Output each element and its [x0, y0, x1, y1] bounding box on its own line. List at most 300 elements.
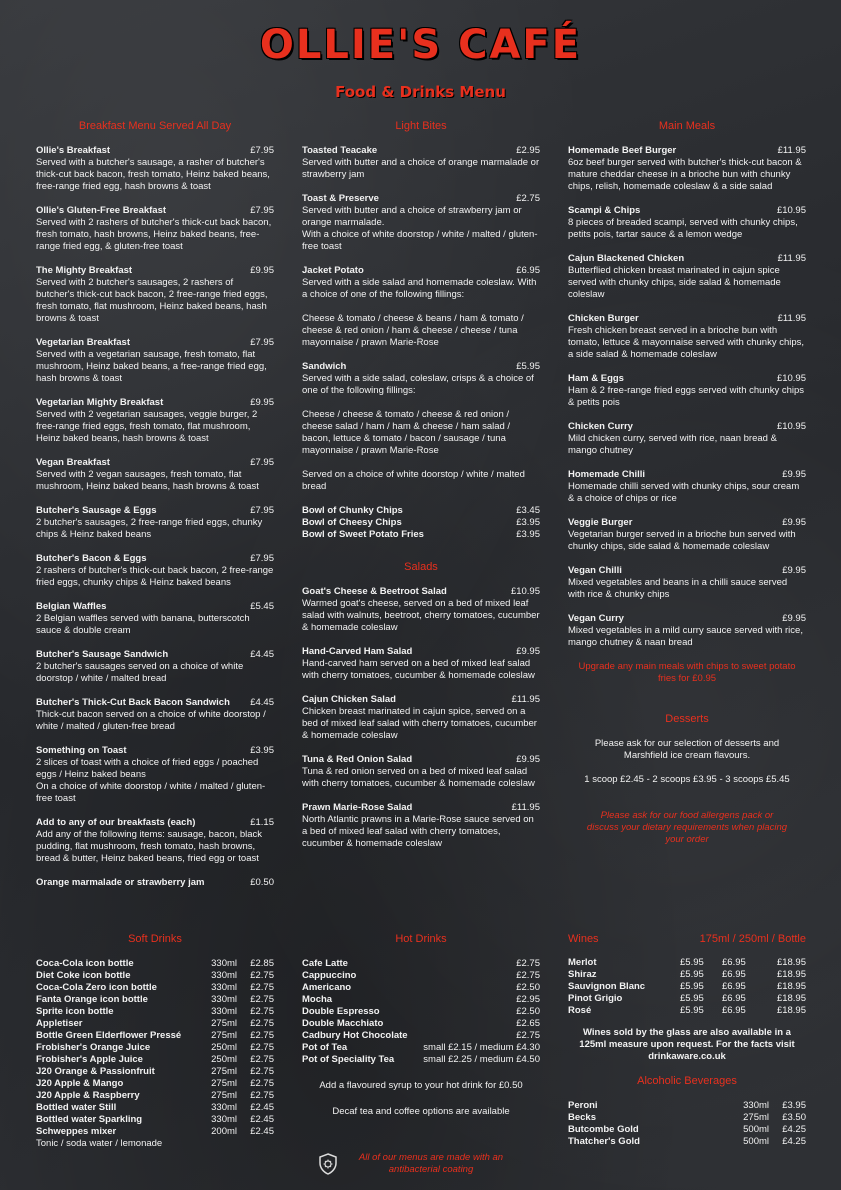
menu-item — [568, 205, 806, 241]
menu-item-name: Chicken Curry — [568, 421, 633, 432]
drink-size: 250ml — [211, 1042, 237, 1053]
alcoholic-row — [568, 1136, 806, 1148]
menu-item-header — [302, 802, 540, 814]
hot-drink-row — [302, 1006, 540, 1018]
menu-item-header — [302, 694, 540, 706]
soft-drinks-column — [36, 933, 274, 1150]
menu-item-header — [568, 565, 806, 577]
drink-price: £2.45 — [250, 1114, 274, 1125]
menu-item-price: £11.95 — [777, 145, 806, 156]
drink-size: 330ml — [211, 958, 237, 969]
desserts-title: Desserts — [665, 713, 709, 725]
menu-item-name: Tuna & Red Onion Salad — [302, 754, 413, 765]
side-item — [302, 505, 540, 517]
wines-column — [568, 933, 806, 1148]
menu-item-desc: Served with 2 vegetarian sausages, veggie burger, 2 free-range fried eggs, fresh tomato, flat mushroom, Heinz baked beans, hash browns & toast — [36, 409, 258, 444]
drink-price: £4.25 — [782, 1124, 806, 1135]
menu-item-header — [568, 421, 806, 433]
menu-item-header — [36, 601, 274, 613]
drink-name: Becks — [568, 1112, 596, 1123]
drink-size: 330ml — [743, 1100, 769, 1111]
menu-item-price: £10.95 — [776, 373, 806, 384]
drink-name: Coca-Cola icon bottle — [36, 958, 134, 969]
drink-size: 330ml — [211, 1006, 237, 1017]
drink-name: Mocha — [302, 994, 333, 1005]
wine-price-250: £6.95 — [722, 981, 746, 992]
menu-item-header — [568, 205, 806, 217]
menu-item-name: Vegetarian Breakfast — [36, 337, 130, 348]
wine-price-175: £5.95 — [680, 957, 704, 968]
soft-drinks-title: Soft Drinks — [128, 933, 182, 945]
menu-item-name: Ollie's Gluten-Free Breakfast — [36, 205, 167, 216]
menu-item-header — [302, 193, 540, 205]
wine-price-175: £5.95 — [680, 981, 704, 992]
menu-item-name: Something on Toast — [36, 745, 127, 756]
mixer-note: Tonic / soda water / lemonade — [36, 1138, 163, 1149]
drink-name: Bottled water Still — [36, 1102, 117, 1113]
drink-price: £2.45 — [250, 1102, 274, 1113]
drink-name: Cafe Latte — [302, 958, 348, 969]
menu-item — [36, 457, 274, 493]
menu-item-header — [36, 337, 274, 349]
wine-price-250: £6.95 — [722, 969, 746, 980]
wine-price-175: £5.95 — [680, 969, 704, 980]
hot-drink-row — [302, 982, 540, 994]
drink-name: Frobisher's Apple Juice — [36, 1054, 143, 1065]
menu-item-desc: Warmed goat's cheese, served on a bed of mixed leaf salad with walnuts, beetroot, cherry tomatoes, cucumber & homemade coleslaw — [302, 598, 540, 633]
drink-size: 330ml — [211, 994, 237, 1005]
menu-item-desc: North Atlantic prawns in a Marie-Rose sauce served on a bed of mixed leaf salad with cherry tomatoes, cucumber & homemade coleslaw — [302, 814, 534, 849]
menu-item-name: Goat's Cheese & Beetroot Salad — [302, 586, 447, 597]
desserts-text: Please ask for our selection of desserts and Marshfield ice cream flavours. — [594, 738, 780, 761]
soft-drinks-list — [36, 958, 274, 1138]
menu-item — [36, 649, 274, 685]
drink-price: £2.75 — [250, 1078, 274, 1089]
menu-item-desc: 2 rashers of butcher's thick-cut back bacon, 2 free-range fried eggs, chunky chips & Heinz baked beans — [36, 565, 274, 588]
light-bites-list — [302, 145, 540, 493]
menu-item — [36, 205, 274, 253]
wine-name: Merlot — [568, 957, 597, 968]
syrup-note: Add a flavoured syrup to your hot drink for £0.50 — [319, 1080, 523, 1091]
menu-item — [302, 361, 540, 493]
menu-item-price: £3.95 — [250, 745, 274, 756]
drink-name: Butcombe Gold — [568, 1124, 639, 1135]
drink-price: £2.75 — [250, 1066, 274, 1077]
menu-item-price: £5.95 — [516, 361, 540, 372]
drink-price: £2.75 — [250, 1090, 274, 1101]
menu-item-header — [302, 145, 540, 157]
hot-drink-row — [302, 970, 540, 982]
drink-size: 275ml — [211, 1030, 237, 1041]
menu-item-desc: Served with a butcher's sausage, a rasher of butcher's thick-cut back bacon, fresh tomato, Heinz baked beans, free-range fried egg, hash browns & toast — [36, 157, 270, 192]
menu-item — [36, 697, 274, 733]
wines-header — [568, 933, 806, 945]
menu-item-desc: Mixed vegetables and beans in a chilli sauce served with rice & chunky chips — [568, 577, 788, 600]
drink-name: Diet Coke icon bottle — [36, 970, 131, 981]
menu-item-price: £11.95 — [511, 694, 540, 705]
drink-price: £3.50 — [782, 1112, 806, 1123]
wine-name: Rosé — [568, 1005, 592, 1016]
menu-item — [568, 373, 806, 409]
menu-item-price: £7.95 — [250, 145, 274, 156]
breakfast-column — [36, 120, 274, 901]
drink-price: small £2.25 / medium £4.50 — [423, 1054, 540, 1065]
menu-item — [36, 817, 274, 865]
menu-item-header — [568, 469, 806, 481]
menu-item — [36, 265, 274, 325]
menu-item-name: Veggie Burger — [568, 517, 633, 528]
menu-item-name: Add to any of our breakfasts (each) — [36, 817, 196, 828]
menu-item-desc: 2 butcher's sausages, 2 free-range fried eggs, chunky chips & Heinz baked beans — [36, 517, 263, 540]
menu-item-header — [568, 253, 806, 265]
menu-item-header — [568, 517, 806, 529]
menu-item-name: Toast & Preserve — [302, 193, 379, 204]
menu-item-name: Prawn Marie-Rose Salad — [302, 802, 413, 813]
drink-price: £2.50 — [516, 982, 540, 993]
menu-item — [36, 397, 274, 445]
menu-item-desc: Served with a side salad and homemade coleslaw. With a choice of one of the following fillings: Cheese & tomato / cheese & beans / ham & tomato / cheese & red onion / ham & cheese / cheese / tuna mayonnaise / prawn Marie-Rose — [302, 277, 537, 348]
hot-drink-row — [302, 1018, 540, 1030]
menu-item — [302, 802, 540, 850]
menu-item-price: £9.95 — [250, 397, 274, 408]
wine-price-250: £6.95 — [722, 957, 746, 968]
menu-item-price: £7.95 — [250, 553, 274, 564]
soft-drink-row — [36, 1006, 274, 1018]
menu-item-header — [36, 877, 274, 889]
wines-list — [568, 957, 806, 1017]
drink-price: £2.75 — [516, 970, 540, 981]
menu-item-name: Toasted Teacake — [302, 145, 378, 156]
menu-item-name: Homemade Chilli — [568, 469, 646, 480]
menu-item-price: £11.95 — [511, 802, 540, 813]
drink-name: Thatcher's Gold — [568, 1136, 640, 1147]
breakfast-list — [36, 145, 274, 889]
drink-price: £2.50 — [516, 1006, 540, 1017]
menu-item-price: £7.95 — [250, 505, 274, 516]
menu-item-header — [36, 745, 274, 757]
menu-item-desc: Served with a side salad, coleslaw, crisps & a choice of one of the following fillings: Cheese / cheese & tomato / cheese & red onion / cheese salad / ham / ham & cheese / ham salad / bacon, lettuce & tomato / bacon / sausage / tuna mayonnaise / prawn Marie-Rose Served on a choice of white doorstop / white / malted bread — [302, 373, 534, 492]
soft-drink-row — [36, 1114, 274, 1126]
side-item-name: Bowl of Chunky Chips — [302, 505, 403, 516]
side-item-price: £3.45 — [516, 505, 540, 516]
menu-item — [36, 337, 274, 385]
alcoholic-list — [568, 1100, 806, 1148]
menu-item-price: £11.95 — [777, 253, 806, 264]
menu-item — [568, 421, 806, 457]
menu-item-header — [36, 697, 274, 709]
menu-item-header — [302, 361, 540, 373]
drink-name: Pot of Tea — [302, 1042, 348, 1053]
menu-item-name: Jacket Potato — [302, 265, 364, 276]
drink-size: 330ml — [211, 1102, 237, 1113]
menu-item-price: £4.45 — [250, 649, 274, 660]
alcoholic-row — [568, 1112, 806, 1124]
menu-item-price: £7.95 — [250, 457, 274, 468]
menu-item — [36, 601, 274, 637]
menu-item-header — [302, 586, 540, 598]
menu-item-name: Vegan Curry — [568, 613, 624, 624]
menu-item-name: Cajun Chicken Salad — [302, 694, 396, 705]
menu-item-price: £9.95 — [516, 754, 540, 765]
soft-drink-row — [36, 1126, 274, 1138]
soft-drink-row — [36, 982, 274, 994]
salads-list — [302, 586, 540, 850]
hot-drink-row — [302, 1054, 540, 1066]
side-item-price: £3.95 — [516, 529, 540, 540]
drink-price: £2.65 — [516, 1018, 540, 1029]
wines-note: Wines sold by the glass are also available in a 125ml measure upon request. For the facts visit drinkaware.co.uk — [579, 1027, 795, 1062]
menu-item — [568, 517, 806, 553]
drink-name: J20 Orange & Passionfruit — [36, 1066, 155, 1077]
page-title: OLLIE'S CAFÉ — [259, 22, 582, 68]
drink-name: Double Macchiato — [302, 1018, 384, 1029]
soft-drink-row — [36, 994, 274, 1006]
drink-name: Schweppes mixer — [36, 1126, 117, 1137]
menu-item-price: £2.75 — [516, 193, 540, 204]
drink-price: £2.85 — [250, 958, 274, 969]
drink-name: Sprite icon bottle — [36, 1006, 114, 1017]
menu-item-header — [36, 553, 274, 565]
wine-price-bottle: £18.95 — [776, 993, 806, 1004]
menu-item-price: £0.50 — [250, 877, 274, 888]
menu-item-name: Vegetarian Mighty Breakfast — [36, 397, 164, 408]
drink-name: Double Espresso — [302, 1006, 380, 1017]
mains-list — [568, 145, 806, 649]
menu-item-desc: 2 butcher's sausages served on a choice of white doorstop / white / malted bread — [36, 661, 244, 684]
menu-item-desc: Chicken breast marinated in cajun spice, served on a bed of mixed leaf salad with cherry tomatoes, cucumber & homemade coleslaw — [302, 706, 537, 741]
menu-item-desc: Served with 2 vegan sausages, fresh tomato, flat mushroom, Heinz baked beans, hash browns & toast — [36, 469, 259, 492]
drink-price: £2.75 — [250, 1054, 274, 1065]
menu-item — [36, 553, 274, 589]
menu-item-header — [36, 205, 274, 217]
wine-row — [568, 1005, 806, 1017]
drink-price: £2.45 — [250, 1126, 274, 1137]
wines-sizes-header: 175ml / 250ml / Bottle — [699, 933, 806, 945]
menu-item-header — [568, 373, 806, 385]
menu-item-header — [36, 145, 274, 157]
drink-name: J20 Apple & Raspberry — [36, 1090, 140, 1101]
side-item — [302, 517, 540, 529]
menu-item-price: £7.95 — [250, 205, 274, 216]
menu-item-name: Scampi & Chips — [568, 205, 641, 216]
drink-size: 275ml — [211, 1066, 237, 1077]
menu-item-name: Orange marmalade or strawberry jam — [36, 877, 205, 888]
menu-item-header — [36, 649, 274, 661]
drink-price: £2.75 — [250, 1030, 274, 1041]
menu-item-name: Butcher's Bacon & Eggs — [36, 553, 147, 564]
menu-item-name: Butcher's Thick-Cut Back Bacon Sandwich — [36, 697, 230, 708]
menu-item-header — [36, 505, 274, 517]
drink-price: £2.75 — [250, 994, 274, 1005]
menu-item-name: Homemade Beef Burger — [568, 145, 677, 156]
menu-item-name: Ham & Eggs — [568, 373, 624, 384]
menu-item-price: £2.95 — [516, 145, 540, 156]
wine-price-bottle: £18.95 — [776, 969, 806, 980]
menu-item-desc: 2 Belgian waffles served with banana, butterscotch sauce & double cream — [36, 613, 250, 636]
menu-item-desc: Served with 2 rashers of butcher's thick-cut back bacon, fresh tomato, hash browns, Heinz baked beans, free-range fried egg, & gluten-free toast — [36, 217, 272, 252]
menu-item-header — [568, 313, 806, 325]
menu-item — [302, 754, 540, 790]
drink-size: 275ml — [211, 1090, 237, 1101]
menu-item-desc: Served with 2 butcher's sausages, 2 rashers of butcher's thick-cut back bacon, 2 free-range fried eggs, fresh tomato, flat mushroom, Heinz baked beans, hash browns & toast — [36, 277, 268, 324]
alcoholic-title: Alcoholic Beverages — [637, 1075, 737, 1087]
salads-title: Salads — [404, 561, 438, 573]
drink-price: £2.75 — [250, 1018, 274, 1029]
wine-row — [568, 993, 806, 1005]
footer — [316, 1152, 516, 1176]
drink-name: Frobisher's Orange Juice — [36, 1042, 151, 1053]
side-item-price: £3.95 — [516, 517, 540, 528]
menu-item — [568, 253, 806, 301]
hot-drinks-column — [302, 933, 540, 1118]
menu-item-header — [302, 646, 540, 658]
upgrade-note: Upgrade any main meals with chips to sweet potato fries for £0.95 — [578, 661, 796, 684]
breakfast-title: Breakfast Menu Served All Day — [78, 120, 232, 132]
menu-item — [302, 646, 540, 682]
menu-item-desc: Homemade chilli served with chunky chips, sour cream & a choice of chips or rice — [568, 481, 800, 504]
soft-drink-row — [36, 1090, 274, 1102]
menu-item-header — [302, 265, 540, 277]
menu-item — [568, 565, 806, 601]
side-item-name: Bowl of Sweet Potato Fries — [302, 529, 424, 540]
menu-item — [36, 505, 274, 541]
wine-row — [568, 969, 806, 981]
drink-price: £3.95 — [782, 1100, 806, 1111]
drink-price: £2.75 — [250, 1042, 274, 1053]
mains-title: Main Meals — [658, 120, 716, 132]
drink-price: £2.75 — [250, 1006, 274, 1017]
menu-item-price: £9.95 — [782, 469, 806, 480]
menu-item-price: £6.95 — [516, 265, 540, 276]
menu-item-desc: Vegetarian burger served in a brioche bun served with chunky chips, side salad & homemade coleslaw — [568, 529, 796, 552]
menu-item — [36, 145, 274, 193]
drink-name: J20 Apple & Mango — [36, 1078, 124, 1089]
menu-item — [302, 193, 540, 253]
menu-item — [302, 694, 540, 742]
footer-text: All of our menus are made with an antibacterial coating — [358, 1152, 504, 1175]
drink-price: £4.25 — [782, 1136, 806, 1147]
menu-item-price: £10.95 — [510, 586, 540, 597]
menu-item-price: £9.95 — [782, 613, 806, 624]
menu-item — [568, 613, 806, 649]
menu-item-desc: Served with butter and a choice of strawberry jam or orange marmalade. With a choice of white doorstop / white / malted / gluten-free toast — [302, 205, 538, 252]
soft-drink-row — [36, 1078, 274, 1090]
wine-name: Pinot Grigio — [568, 993, 623, 1004]
drink-size: 500ml — [743, 1124, 769, 1135]
menu-item-name: Butcher's Sausage & Eggs — [36, 505, 157, 516]
wines-title: Wines — [568, 933, 599, 945]
mains-column — [568, 120, 806, 846]
menu-item-header — [36, 457, 274, 469]
drink-name: Bottle Green Elderflower Pressé — [36, 1030, 182, 1041]
menu-item — [568, 313, 806, 361]
drink-size: 500ml — [743, 1136, 769, 1147]
menu-item-name: Hand-Carved Ham Salad — [302, 646, 413, 657]
menu-item-desc: Hand-carved ham served on a bed of mixed leaf salad with cherry tomatoes, cucumber & homemade coleslaw — [302, 658, 535, 681]
menu-item-desc: Ham & 2 free-range fried eggs served with chunky chips & petits pois — [568, 385, 805, 408]
side-item-name: Bowl of Cheesy Chips — [302, 517, 402, 528]
menu-item-desc: Fresh chicken breast served in a brioche bun with tomato, lettuce & mayonnaise served with chunky chips, a side salad & homemade coleslaw — [568, 325, 805, 360]
menu-item-desc: Butterflied chicken breast marinated in cajun spice served with chunky chips, side salad & homemade coleslaw — [568, 265, 781, 300]
menu-item-price: £11.95 — [777, 313, 806, 324]
hot-drink-row — [302, 1042, 540, 1054]
menu-item-header — [302, 754, 540, 766]
menu-item — [302, 145, 540, 181]
hot-drinks-title: Hot Drinks — [395, 933, 447, 945]
drink-size: 330ml — [211, 982, 237, 993]
soft-drink-row — [36, 1066, 274, 1078]
page-subtitle: Food & Drinks Menu — [335, 83, 506, 101]
drink-name: Cappuccino — [302, 970, 357, 981]
wine-price-bottle: £18.95 — [776, 981, 806, 992]
wine-price-bottle: £18.95 — [776, 957, 806, 968]
drink-name: Cadbury Hot Chocolate — [302, 1030, 408, 1041]
menu-item — [36, 745, 274, 805]
menu-item-name: Butcher's Sausage Sandwich — [36, 649, 169, 660]
wine-row — [568, 957, 806, 969]
menu-item — [568, 469, 806, 505]
menu-item — [302, 586, 540, 634]
sides-list — [302, 505, 540, 541]
menu-item-price: £1.15 — [250, 817, 274, 828]
wine-price-bottle: £18.95 — [776, 1005, 806, 1016]
menu-item-name: Vegan Breakfast — [36, 457, 110, 468]
drink-price: £2.75 — [250, 982, 274, 993]
menu-item-header — [36, 397, 274, 409]
menu-item — [568, 145, 806, 193]
side-item — [302, 529, 540, 541]
desserts-prices: 1 scoop £2.45 - 2 scoops £3.95 - 3 scoops £5.45 — [584, 774, 790, 785]
menu-item-header — [568, 613, 806, 625]
menu-item-desc: Tuna & red onion served on a bed of mixed leaf salad with cherry tomatoes, cucumber & homemade coleslaw — [302, 766, 535, 789]
menu-item — [36, 877, 274, 889]
drink-name: Peroni — [568, 1100, 598, 1111]
wine-price-250: £6.95 — [722, 1005, 746, 1016]
menu-item-name: Chicken Burger — [568, 313, 639, 324]
menu-item-price: £4.45 — [250, 697, 274, 708]
drink-price: £2.75 — [250, 970, 274, 981]
menu-item-price: £7.95 — [250, 337, 274, 348]
drink-size: 275ml — [211, 1078, 237, 1089]
drink-price: small £2.15 / medium £4.30 — [423, 1042, 540, 1053]
drink-size: 275ml — [211, 1018, 237, 1029]
menu-item-price: £9.95 — [250, 265, 274, 276]
menu-item-desc: Add any of the following items: sausage, bacon, black pudding, flat mushroom, fresh tomato, hash browns, bread & butter, Heinz baked beans, fried egg or toast — [36, 829, 263, 864]
menu-item-desc: Thick-cut bacon served on a choice of white doorstop / white / malted / gluten-free bread — [36, 709, 266, 732]
menu-item-price: £5.45 — [250, 601, 274, 612]
menu-item-header — [36, 817, 274, 829]
drink-price: £2.95 — [516, 994, 540, 1005]
drink-name: Appletiser — [36, 1018, 83, 1029]
shield-virus-icon — [316, 1152, 340, 1176]
menu-item-desc: 6oz beef burger served with butcher's thick-cut bacon & mature cheddar cheese in a brioche bun with chunky chips, relish, homemade coleslaw & a side salad — [568, 157, 802, 192]
soft-drink-row — [36, 970, 274, 982]
drink-price: £2.75 — [516, 1030, 540, 1041]
menu-item-name: Vegan Chilli — [568, 565, 622, 576]
menu-item-name: Sandwich — [302, 361, 347, 372]
soft-drink-row — [36, 1102, 274, 1114]
light-bites-column — [302, 120, 540, 862]
wine-price-175: £5.95 — [680, 1005, 704, 1016]
soft-drink-row — [36, 1042, 274, 1054]
wine-name: Sauvignon Blanc — [568, 981, 646, 992]
drink-size: 330ml — [211, 1114, 237, 1125]
menu-item-name: Belgian Waffles — [36, 601, 107, 612]
menu-item-price: £9.95 — [782, 565, 806, 576]
soft-drink-row — [36, 1030, 274, 1042]
hot-drinks-list — [302, 958, 540, 1066]
drink-size: 200ml — [211, 1126, 237, 1137]
